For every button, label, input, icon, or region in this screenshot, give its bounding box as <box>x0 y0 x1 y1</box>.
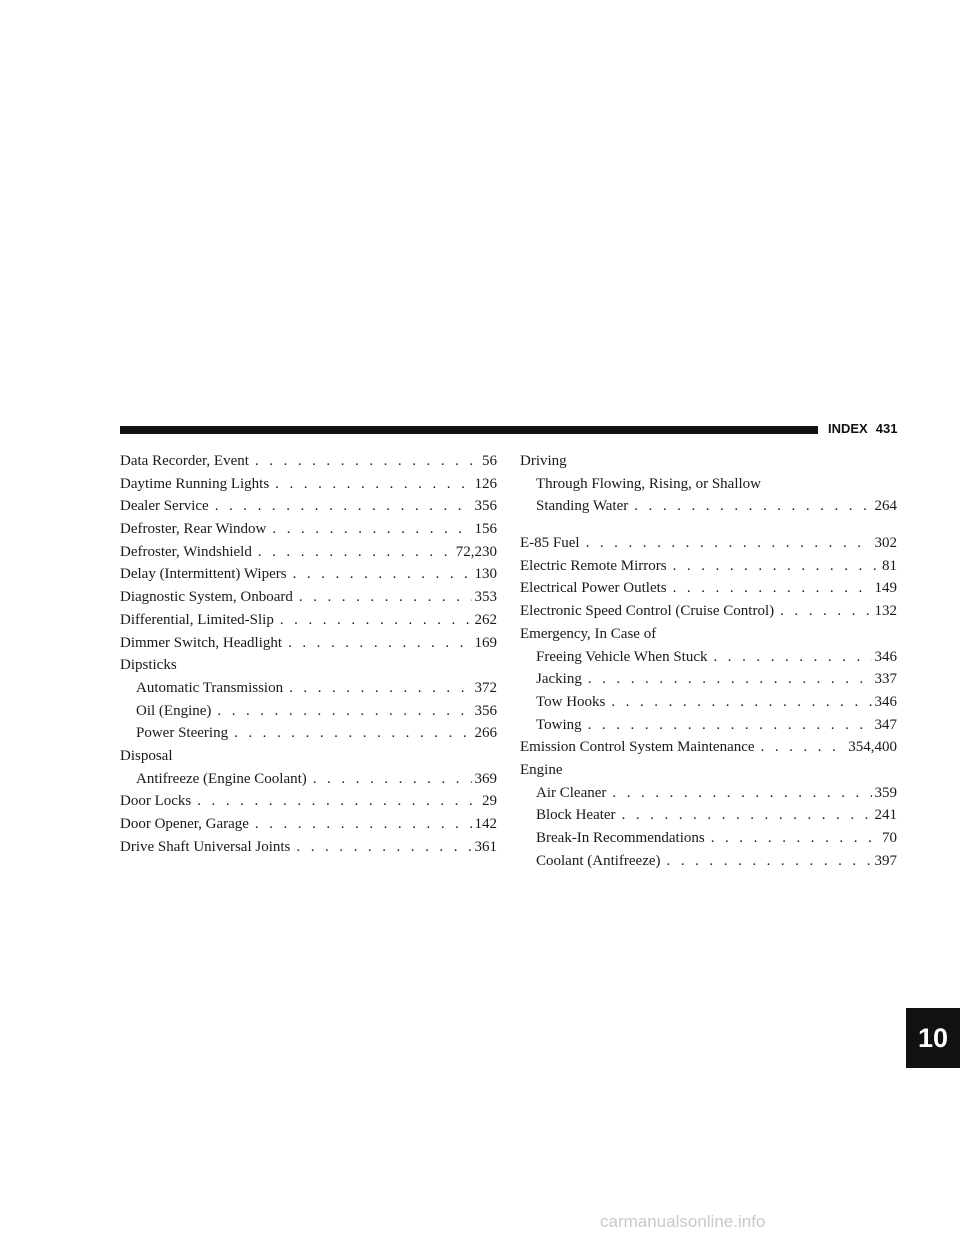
index-subentry: Tow Hooks . . . 346 <box>520 691 897 714</box>
index-subentry: Block Heater . . . 241 <box>520 804 897 827</box>
index-entry: Defroster, Windshield . . . 72,230 <box>120 541 497 564</box>
index-subentry: Freeing Vehicle When Stuck . . . 346 <box>520 646 897 669</box>
index-entry: Daytime Running Lights . . . 126 <box>120 473 497 496</box>
index-subentry: Power Steering . . . 266 <box>120 722 497 745</box>
index-heading: Disposal <box>120 747 173 764</box>
index-heading: Emergency, In Case of <box>520 625 657 642</box>
index-entry: Door Locks . . . 29 <box>120 790 497 813</box>
index-entry: Dealer Service . . . 356 <box>120 495 497 518</box>
chapter-tab: 10 <box>906 1008 960 1068</box>
index-subentry: Air Cleaner . . . 359 <box>520 782 897 805</box>
index-entry: Drive Shaft Universal Joints . . . 361 <box>120 836 497 859</box>
group-spacer <box>520 518 897 532</box>
index-entry: E-85 Fuel . . . 302 <box>520 532 897 555</box>
index-subentry: Through Flowing, Rising, or Shallow <box>536 475 762 492</box>
running-header <box>828 421 897 436</box>
index-subentry: Break-In Recommendations . . . 70 <box>520 827 897 850</box>
header-rule <box>120 426 818 434</box>
index-subentry: Towing . . . 347 <box>520 714 897 737</box>
index-subentry: Standing Water . . . 264 <box>520 495 897 518</box>
index-column-left <box>120 450 497 858</box>
index-subentry: Automatic Transmission . . . 372 <box>120 677 497 700</box>
index-entry: Electronic Speed Control (Cruise Control) . . . 132 <box>520 600 897 623</box>
index-subentry: Oil (Engine) . . . 356 <box>120 700 497 723</box>
index-heading: Driving <box>520 453 567 469</box>
index-entry: Diagnostic System, Onboard . . . 353 <box>120 586 497 609</box>
index-entry: Defroster, Rear Window . . . 156 <box>120 518 497 541</box>
index-entry: Delay (Intermittent) Wipers . . . 130 <box>120 563 497 586</box>
index-subentry: Coolant (Antifreeze) . . . 397 <box>520 850 897 873</box>
watermark: carmanualsonline.info <box>600 1212 766 1231</box>
index-entry: Dimmer Switch, Headlight . . . 169 <box>120 632 497 655</box>
index-entry: Emission Control System Maintenance . . . 354,400 <box>520 736 897 759</box>
index-entry: Electric Remote Mirrors . . . 81 <box>520 555 897 578</box>
index-subentry: Antifreeze (Engine Coolant) . . . 369 <box>120 768 497 791</box>
index-entry: Door Opener, Garage . . . 142 <box>120 813 497 836</box>
index-heading: Dipsticks <box>120 657 177 674</box>
section-title: INDEX <box>828 421 868 436</box>
index-entry: Electrical Power Outlets . . . 149 <box>520 577 897 600</box>
index-subentry: Jacking . . . 337 <box>520 668 897 691</box>
index-entry: Differential, Limited-Slip . . . 262 <box>120 609 497 632</box>
index-entry: Data Recorder, Event . . . 56 <box>120 450 497 473</box>
index-heading: Engine <box>520 761 563 778</box>
page-number: 431 <box>875 421 898 436</box>
index-column-right <box>520 450 897 872</box>
